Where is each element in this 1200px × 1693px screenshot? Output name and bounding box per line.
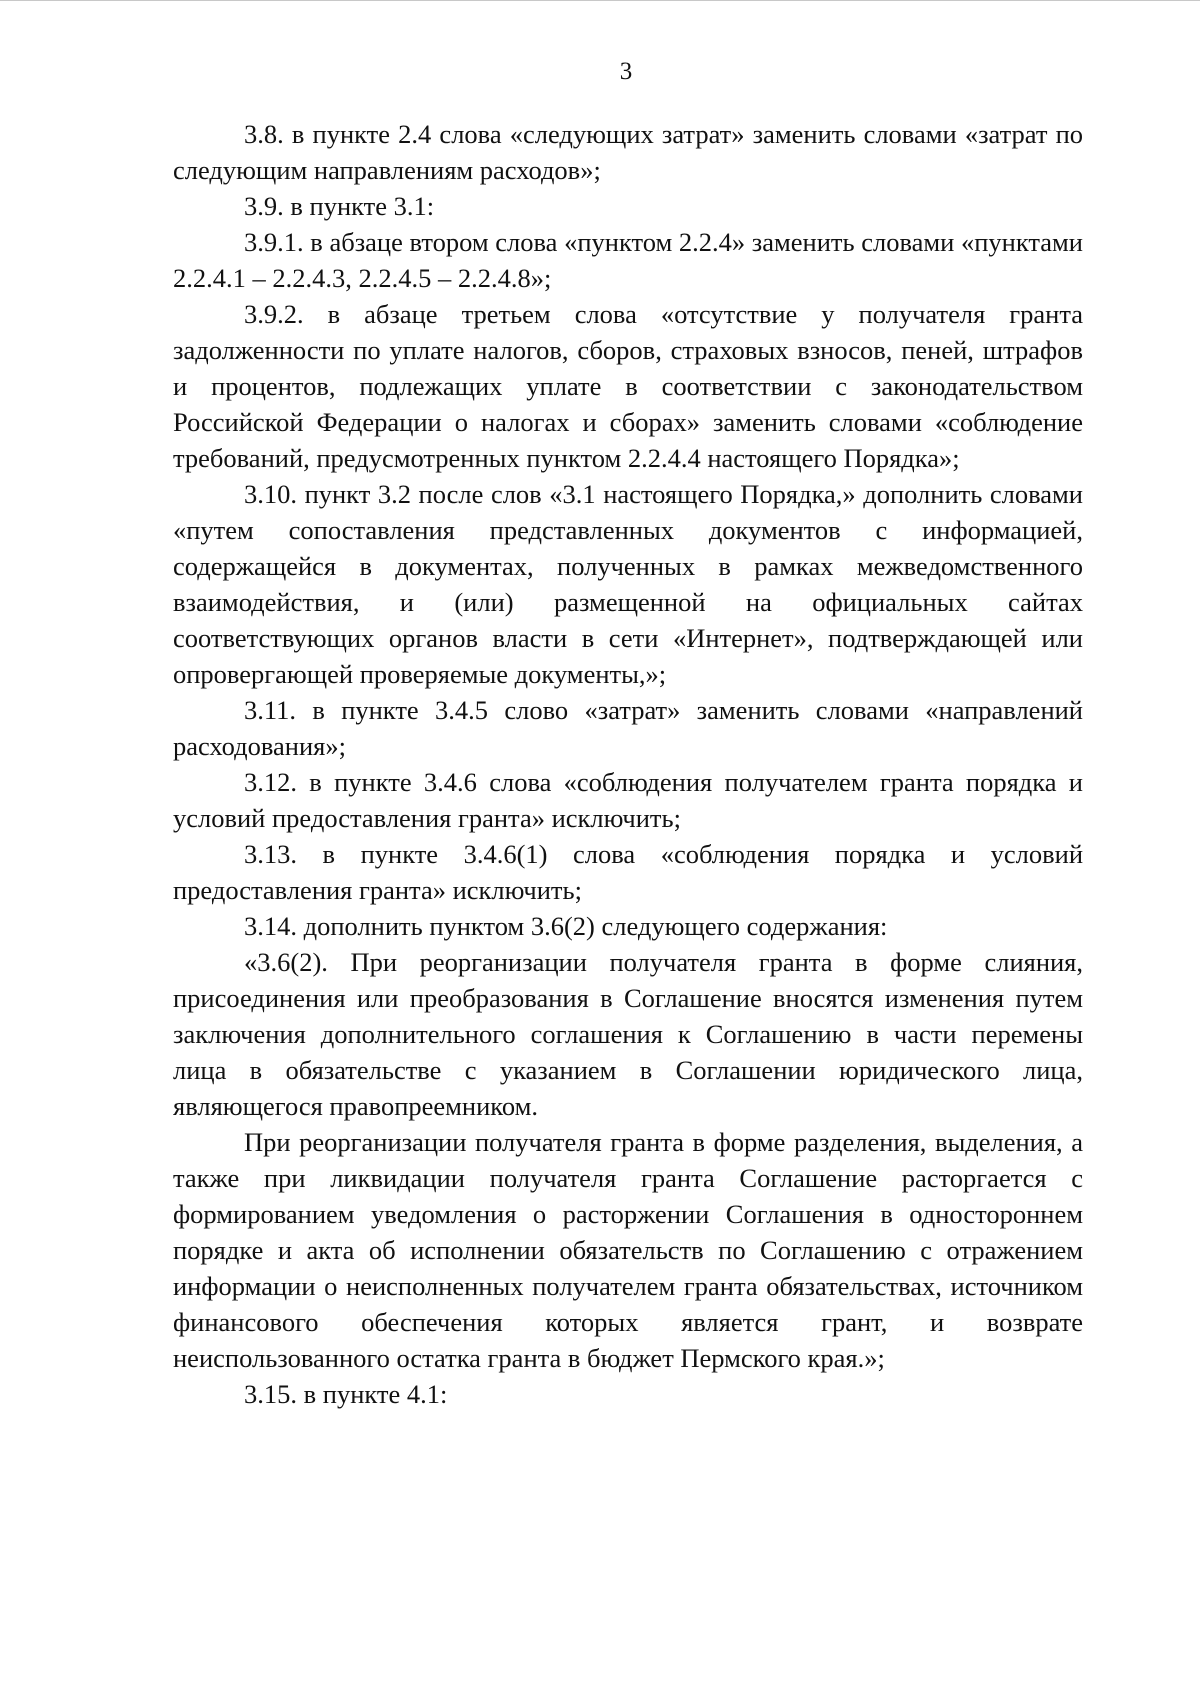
paragraph-3-14: 3.14. дополнить пунктом 3.6(2) следующего содержания: [244,911,888,941]
paragraph-3-9: 3.9. в пункте 3.1: [244,191,435,221]
paragraph-3-9-2: 3.9.2. в абзаце третьем слова «отсутствие у получателя гранта задолженности по уплате налогов, сборов, страховых взносов, пеней, штрафов и процентов, подлежащих уплате в соответствии с законодательством Российской Федерации о налогах и сборах» заменить словами «соблюдение требований, предусмотренных пунктом 2.2.4.4 настоящего Порядка»; [173,299,1083,473]
document-body [173,116,1083,1412]
paragraph-3-13: 3.13. в пункте 3.4.6(1) слова «соблюдения порядка и условий предоставления гранта» исключить; [173,839,1083,905]
paragraph-3-12: 3.12. в пункте 3.4.6 слова «соблюдения получателем гранта порядка и условий предоставления гранта» исключить; [173,767,1083,833]
paragraph-3-6-2: «3.6(2). При реорганизации получателя гранта в форме слияния, присоединения или преобразования в Соглашение вносятся изменения путем заключения дополнительного соглашения к Соглашению в части перемены лица в обязательстве с указанием в Соглашении юридического лица, являющегося правопреемником. [173,947,1083,1121]
paragraph-3-10: 3.10. пункт 3.2 после слов «3.1 настоящего Порядка,» дополнить словами «путем сопоставления представленных документов с информацией, содержащейся в документах, полученных в рамках межведомственного взаимодействия, и (или) размещенной на официальных сайтах соответствующих органов власти в сети «Интернет», подтверждающей или опровергающей проверяемые документы,»; [173,479,1083,689]
paragraph-reorganization: При реорганизации получателя гранта в форме разделения, выделения, а также при ликвидации получателя гранта Соглашение расторгается с формированием уведомления о расторжении Соглашения в одностороннем порядке и акта об исполнении обязательств по Соглашению с отражением информации о неисполненных получателем гранта обязательствах, источником финансового обеспечения которых является грант, и возврате неиспользованного остатка гранта в бюджет Пермского края.»; [173,1127,1083,1373]
paragraph-3-15: 3.15. в пункте 4.1: [244,1379,448,1409]
page-number: 3 [619,58,633,85]
paragraph-3-11: 3.11. в пункте 3.4.5 слово «затрат» заменить словами «направлений расходования»; [173,695,1083,761]
paragraph-3-8: 3.8. в пункте 2.4 слова «следующих затрат» заменить словами «затрат по следующим направлениям расходов»; [173,119,1083,185]
paragraph-3-9-1: 3.9.1. в абзаце втором слова «пунктом 2.2.4» заменить словами «пунктами 2.2.4.1 – 2.2.4.3, 2.2.4.5 – 2.2.4.8»; [173,227,1083,293]
